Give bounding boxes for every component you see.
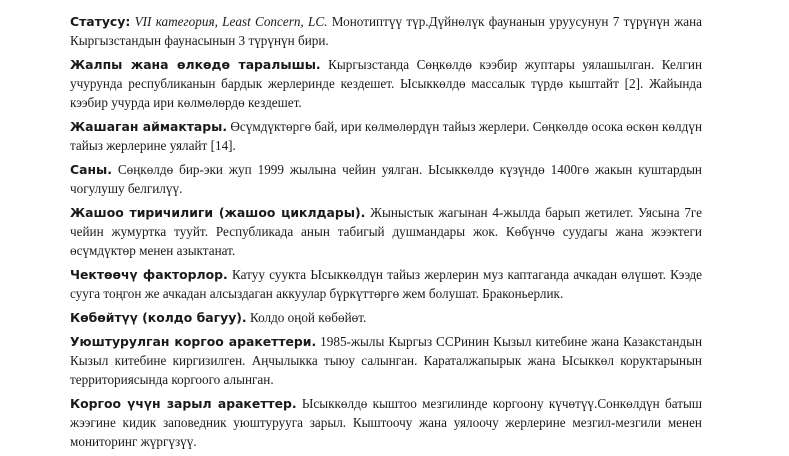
section-life-cycle: [70, 203, 702, 260]
section-body: Колдо оңой көбөйөт.: [249, 310, 367, 325]
section-heading: Жашоо тиричилиги (жашоо циклдары).: [70, 205, 366, 220]
section-body: Кыргызстанда Сөңкөлдө кээбир жуптары уялашылган. Келгин учурунда республиканын бардык жерлеринде кездешет. Ысыккөлдө массалык түрдө кыштайт [2]. Жайында кээбир учурда ири көлмөлөрдө кездешет.: [70, 57, 702, 110]
section-distribution: [70, 55, 702, 112]
section-heading: Уюштурулган коргоо аракеттери.: [70, 334, 317, 349]
section-population: [70, 160, 702, 198]
section-body: 1985-жылы Кыргыз ССРинин Кызыл китебине жана Казакстандын Кызыл китебине киргизилген. Аңчылыкка тыюу салынган. Караталжапырык жана Ысыккөл коруктарынын территориясында коргоого алынган.: [70, 334, 702, 387]
section-body: Монотиптүү түр.Дүйнөлүк фаунанын уруусунун 7 түрүнүн жана Кыргызстандын фаунасынын 3 түрүнүн бири.: [70, 14, 703, 48]
section-habitat: [70, 117, 702, 155]
section-heading: Көбөйтүү (колдо багуу).: [70, 310, 247, 325]
section-limiting-factors: [70, 265, 702, 303]
section-body: Сөңкөлдө бир-эки жуп 1999 жылына чейин уялган. Ысыккөлдө күзүндө 1400гө жакын куштардын чогулушу белгилүү.: [70, 162, 702, 196]
section-heading: Чектөөчү факторлор.: [70, 267, 228, 282]
section-status: [70, 12, 702, 50]
section-body: Ысыккөлдө кыштоо мезгилинде коргоону күчөтүү.Сонкөлдүн батыш жээгине кидик заповедник уюштурууга зарыл. Кыштоочу жана уялоочу жерлерине мезгил-мезгили менен мониторинг жүргүзүү.: [70, 396, 702, 449]
section-heading: Жалпы жана өлкөдө таралышы.: [70, 57, 321, 72]
section-body: Катуу суукта Ысыккөлдүн тайыз жерлерин муз каптаганда ачкадан өлүшөт. Кээде сууга тоңгон же ачкадан алсыздаган аккуулар бүркүттөргө жем болушат. Браконьерлик.: [70, 267, 703, 301]
section-protection-measures: [70, 332, 702, 389]
section-heading: Статусу:: [70, 14, 131, 29]
section-required-actions: [70, 394, 702, 451]
section-heading: Коргоо үчүн зарыл аракеттер.: [70, 396, 297, 411]
section-heading: Жашаган аймактары.: [70, 119, 228, 134]
section-body: Өсүмдүктөргө бай, ири көлмөлөрдүн тайыз жерлери. Сөңкөлдө осока өскөн көлдүн тайыз жерлерине уялайт [14].: [70, 119, 702, 153]
section-heading: Саны.: [70, 162, 112, 177]
section-breeding: [70, 308, 702, 327]
status-category: VII категория, Least Concern, LC.: [134, 14, 328, 29]
section-body: Жыныстык жагынан 4-жылда барып жетилет. Уясына 7ге чейин жумуртка тууйт. Республикада анын табигый душмандары жок. Көбүнчө суудагы жана жээктеги өсүмдүктөр менен азыктанат.: [70, 205, 703, 258]
document-page: [70, 12, 702, 456]
